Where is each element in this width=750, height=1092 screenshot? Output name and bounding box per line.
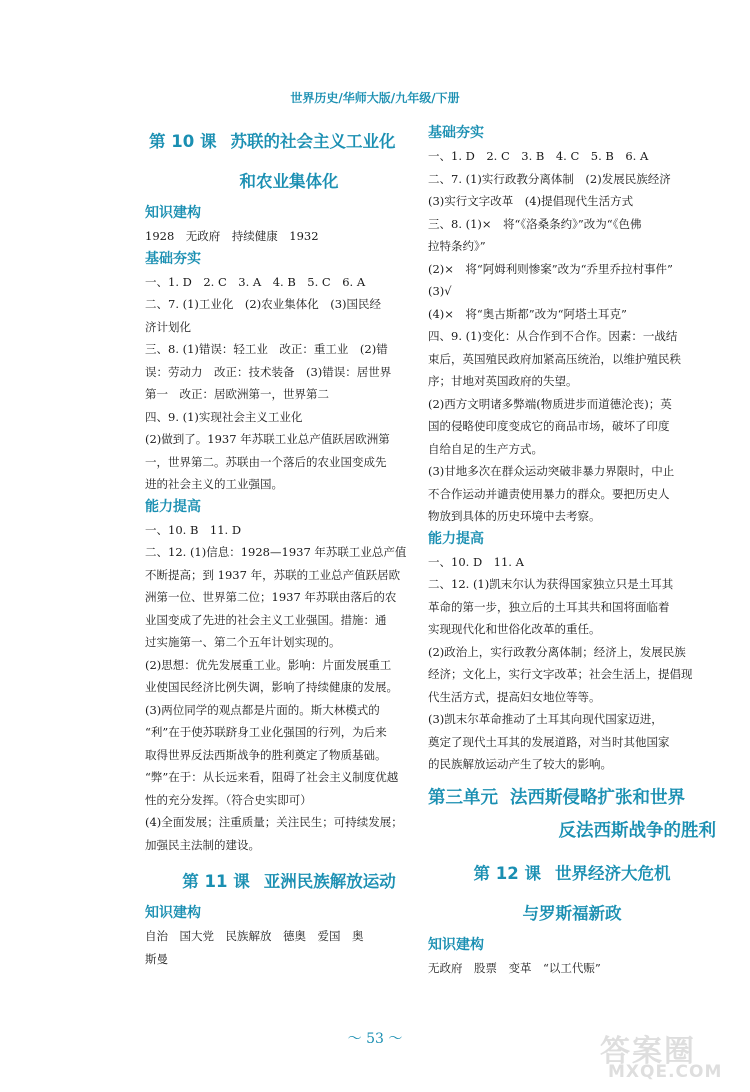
knowledge-line: 斯曼 <box>145 951 168 966</box>
answer-line: 革命的第一步，独立后的土耳其共和国将面临着 <box>428 599 670 614</box>
page-number: ～ 53 ～ <box>347 1031 403 1047</box>
unit-3-title-line2: 反法西斯战争的胜利 <box>558 820 716 841</box>
lesson-11-title <box>145 862 433 902</box>
answer-line: (4)× 将“奥古斯都”改为“阿塔土耳克” <box>428 306 627 321</box>
unit-3-title-line1 <box>428 782 716 815</box>
section-basic: 基础夯实 <box>428 125 484 141</box>
answer-line: 四、9. (1)实现社会主义工业化 <box>145 409 303 424</box>
answer-line: (3)甘地多次在群众运动突破非暴力界限时，中止 <box>428 464 675 478</box>
lesson-12-title: 世界经济大危机 <box>554 863 671 883</box>
answer-line: 二、12. (1)信息：1928—1937 年苏联工业总产值 <box>145 545 407 559</box>
lesson-10-title-line1 <box>145 122 433 162</box>
answer-line: 四、9. (1)变化：从合作到不合作。因素：一战结 <box>428 329 678 343</box>
section-ability: 能力提高 <box>428 530 484 547</box>
answer-line: 洲第一位、世界第二位；1937 年苏联由落后的农 <box>145 590 397 604</box>
answer-line: 奠定了现代土耳其的发展道路，对当时其他国家 <box>428 734 670 749</box>
answer-line: 第一 改正：居欧洲第一，世界第二 <box>145 387 329 401</box>
answer-line: 一、10. D 11. A <box>428 554 524 569</box>
answer-line: 取得世界反法西斯战争的胜利奠定了物质基础。 <box>145 747 387 762</box>
answer-line: (3)两位同学的观点都是片面的。斯大林模式的 <box>145 702 380 717</box>
answer-line: 序；甘地对英国政府的失望。 <box>428 374 578 388</box>
answer-line: 拉特条约》” <box>428 239 486 253</box>
ability-answers <box>428 551 716 776</box>
answer-line: 的民族解放运动产生了较大的影响。 <box>428 757 612 771</box>
answer-line: 二、7. (1)实行政教分离体制 (2)发展民族经济 <box>428 171 671 186</box>
lesson-11-name: 亚洲民族解放运动 <box>263 872 396 891</box>
answer-line: “利”在于使苏联跻身工业化强国的行列，为后来 <box>145 725 387 739</box>
lesson-10-title-line2: 和农业集体化 <box>239 172 339 191</box>
knowledge-line: 1928 无政府 持续健康 1932 <box>145 229 319 243</box>
answer-line: (3)实行文字改革 (4)提倡现代生活方式 <box>428 194 634 208</box>
answer-line: 不合作运动并谴责使用暴力的群众。要把历史人 <box>428 486 670 501</box>
answer-line: 国的侵略使印度变成它的商品市场，破坏了印度 <box>428 419 670 433</box>
answer-line: 业国变成了先进的社会主义工业强国。措施：通 <box>145 612 387 627</box>
knowledge-line: 自治 国大党 民族解放 德奥 爱国 奥 <box>145 929 364 943</box>
answer-line: (2)× 将“阿姆利则惨案”改为“乔里乔拉村事件” <box>428 261 673 276</box>
section-basic: 基础夯实 <box>145 250 201 267</box>
answer-line: 一、10. B 11. D <box>145 522 242 537</box>
basic-answers <box>145 271 433 496</box>
section-ability: 能力提高 <box>145 498 201 515</box>
answer-line: 三、8. (1)错误：轻工业 改正：重工业 (2)错 <box>145 342 388 356</box>
answer-line: (2)思想：优先发展重工业。影响：片面发展重工 <box>145 657 392 672</box>
answer-line: 业使国民经济比例失调，影响了持续健康的发展。 <box>145 680 398 694</box>
answer-line: 三、8. (1)× 将“《洛桑条约》”改为“《色佛 <box>428 216 642 231</box>
answer-line: (2)政治上，实行政教分离体制；经济上，发展民族 <box>428 644 686 659</box>
answer-line: 实现现代化和世俗化改革的重任。 <box>428 622 601 636</box>
answer-line: 一，世界第二。苏联由一个落后的农业国变成先 <box>145 454 387 469</box>
lesson-12-title-line1 <box>428 854 716 894</box>
answer-line: (3)√ <box>428 284 452 298</box>
answer-line: 二、7. (1)工业化 (2)农业集体化 (3)国民经 <box>145 297 381 311</box>
answer-line: 经济；文化上，实行文字改革；社会生活上，提倡现 <box>428 667 693 681</box>
answer-line: 加强民主法制的建设。 <box>145 837 260 852</box>
answer-line: 误：劳动力 改正：技术装备 (3)错误：居世界 <box>145 364 392 379</box>
lesson-12-number: 第 12 课 <box>473 863 541 883</box>
answer-line: 过实施第一、第二个五年计划实现的。 <box>145 635 341 649</box>
lesson-12-title-line2: 与罗斯福新政 <box>522 903 622 923</box>
section-knowledge-2: 知识建构 <box>145 905 201 921</box>
running-header: 世界历史/华师大版/九年级/下册 <box>290 91 460 105</box>
answer-line: 代生活方式，提高妇女地位等等。 <box>428 689 601 704</box>
basic-answers <box>428 145 716 528</box>
answer-line: 济计划化 <box>145 319 191 334</box>
right-column <box>428 122 716 979</box>
answer-line: “弊”在于：从长远来看，阻碍了社会主义制度优越 <box>145 770 399 784</box>
unit-3-label: 第三单元 <box>428 787 498 808</box>
watermark-url: MXQE.COM <box>608 1062 723 1082</box>
lesson-10-title: 苏联的社会主义工业化 <box>230 132 396 151</box>
answer-line: 一、1. D 2. C 3. B 4. C 5. B 6. A <box>428 149 649 163</box>
section-knowledge: 知识建构 <box>428 936 484 953</box>
answer-line: 物放到具体的历史环境中去考察。 <box>428 509 601 523</box>
answer-line: 进的社会主义的工业强国。 <box>145 477 283 491</box>
unit-3-title: 法西斯侵略扩张和世界 <box>510 787 685 808</box>
answer-line: 束后，英国殖民政府加紧高压统治，以维护殖民秩 <box>428 351 681 366</box>
lesson-10-number: 第 10 课 <box>149 132 217 151</box>
answer-line: 性的充分发挥。（符合史实即可） <box>145 792 312 807</box>
answer-line: (2)西方文明诸多弊端(物质进步而道德沦丧)；英 <box>428 396 672 411</box>
answer-line: (4)全面发展；注重质量；关注民生；可持续发展； <box>145 815 403 829</box>
left-column <box>145 122 433 970</box>
watermark-text: 答案圈 <box>600 1034 696 1069</box>
answer-line: (3)凯末尔革命推动了土耳其向现代国家迈进， <box>428 712 663 726</box>
answer-line: 自给自足的生产方式。 <box>428 441 543 456</box>
knowledge-line: 无政府 股票 变革 “以工代赈” <box>428 960 601 975</box>
answer-line: (2)做到了。1937 年苏联工业总产值跃居欧洲第 <box>145 432 390 446</box>
watermark-logo <box>600 1026 728 1084</box>
ability-answers <box>145 519 433 857</box>
section-knowledge: 知识建构 <box>145 205 201 221</box>
answer-line: 不断提高；到 1937 年，苏联的工业总产值跃居欧 <box>145 567 401 582</box>
lesson-11-number: 第 11 课 <box>182 872 250 891</box>
answer-line: 二、12. (1)凯末尔认为获得国家独立只是土耳其 <box>428 577 674 591</box>
answer-line: 一、1. D 2. C 3. A 4. B 5. C 6. A <box>145 274 366 289</box>
